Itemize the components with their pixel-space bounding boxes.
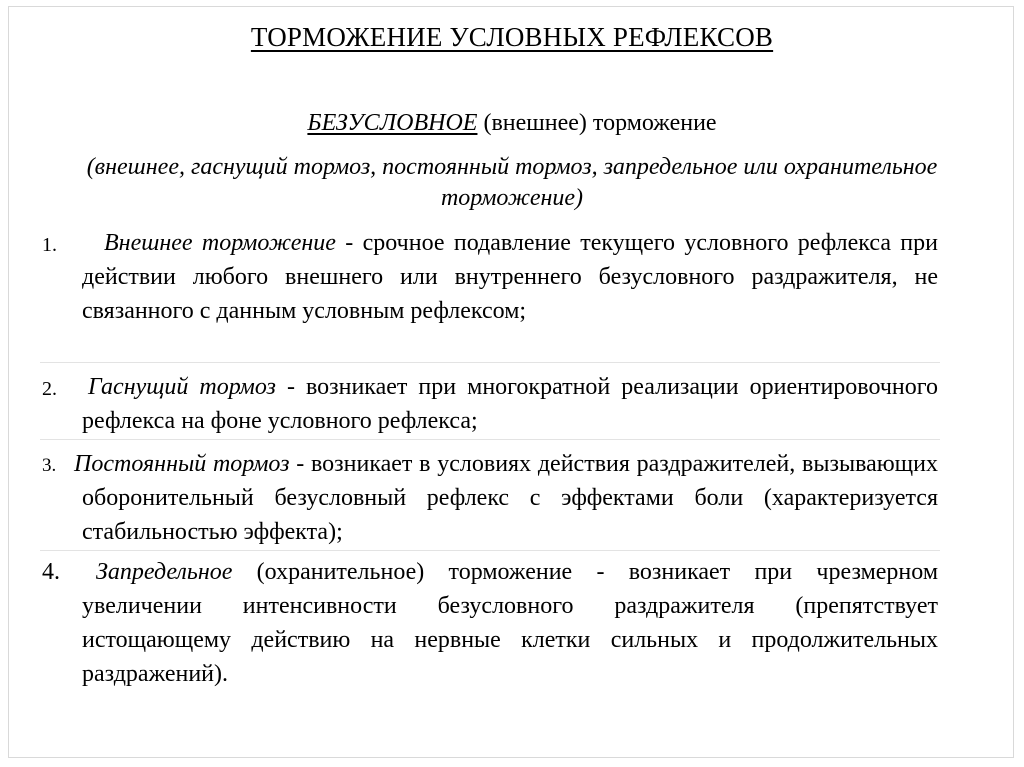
item-text: возникает в условиях действия раздражителей, вызывающих оборонительный безусловный рефлекс с эффектами боли (характеризуется стабильностью эффекта);	[82, 451, 938, 545]
item-dash: -	[289, 451, 311, 477]
divider	[40, 550, 940, 551]
divider	[40, 439, 940, 440]
item-dash: -	[335, 230, 363, 256]
item-term: Запредельное	[96, 559, 233, 585]
item-text: (охранительное) торможение - возникает при чрезмерном увеличении интенсивности безусловного раздражителя (препятствует истощающему действию на нервные клетки сильных и продолжительных раздражений).	[82, 559, 939, 687]
divider	[40, 362, 940, 363]
item-term: Постоянный тормоз	[74, 451, 290, 477]
item-text: срочное подавление текущего условного рефлекса при действии любого внешнего или внутреннего безусловного раздражителя, не связанного с данным условным рефлексом;	[82, 230, 938, 324]
subtitle	[0, 110, 1024, 137]
item-number: 1.	[42, 234, 57, 256]
list-item-4	[42, 555, 939, 691]
subtitle-rest: (внешнее) торможение	[477, 110, 717, 136]
item-text: возникает при многократной реализации ориентировочного рефлекса на фоне условного рефлекса;	[82, 374, 938, 434]
item-number: 2.	[42, 378, 57, 400]
list-item-2	[42, 370, 938, 438]
item-dash	[232, 559, 256, 585]
item-term: Гаснущий тормоз	[88, 374, 276, 400]
page-title: ТОРМОЖЕНИЕ УСЛОВНЫХ РЕФЛЕКСОВ	[250, 22, 774, 52]
item-number: 4.	[42, 559, 60, 585]
item-term: Внешнее торможение	[104, 230, 336, 256]
item-dash: -	[275, 374, 306, 400]
list-item-1	[42, 226, 938, 328]
item-number: 3.	[42, 455, 57, 476]
subtitle-highlight: БЕЗУСЛОВНОЕ	[307, 110, 478, 136]
list-item-3	[42, 447, 938, 549]
parenthetical-note: (внешнее, гаснущий тормоз, постоянный тормоз, запредельное или охранительное торможение)	[86, 154, 938, 211]
